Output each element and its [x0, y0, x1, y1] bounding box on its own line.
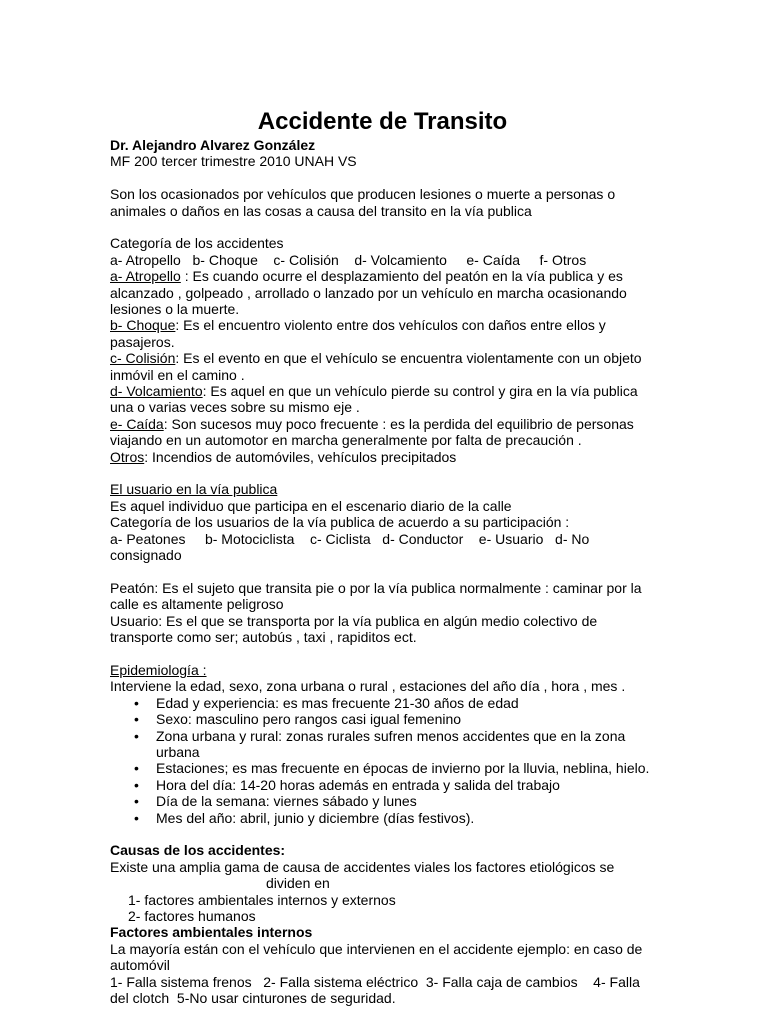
category-choque: [110, 317, 655, 350]
intro-paragraph: Son los ocasionados por vehículos que producen lesiones o muerte a personas o animales o daños en las cosas a causa del transito en la vía publica: [110, 186, 616, 219]
epidemiologia-list: [110, 695, 655, 826]
category-text: : Es cuando ocurre el desplazamiento del peatón en la vía publica y es alcanzado , golpeado , arrollado o lanzado por un vehículo en marcha ocasionando lesiones o la muerte.: [110, 268, 627, 318]
category-term: b- Choque: [110, 317, 176, 334]
category-text: : Es el encuentro violento entre dos vehículos con daños entre ellos y pasajeros.: [110, 317, 606, 350]
spacer: [110, 219, 655, 235]
category-text: : Son sucesos muy poco frecuente : es la perdida del equilibrio de personas viajando en un automotor en marcha generalmente por falta de precaución .: [110, 415, 634, 449]
factores-text: La mayoría están con el vehículo que intervienen en el accidente ejemplo: en caso de automóvil: [110, 940, 643, 974]
list-item: • Estaciones; es mas frecuente en épocas de invierno por la lluvia, neblina, hielo.: [156, 760, 655, 776]
course-info: MF 200 tercer trimestre 2010 UNAH VS: [110, 153, 357, 170]
category-term: d- Volcamiento: [110, 383, 203, 400]
categories-heading: Categoría de los accidentes: [110, 235, 284, 252]
category-term: c- Colisión: [110, 350, 176, 367]
list-item: • Hora del día: 14-20 horas además en entrada y salida del trabajo: [156, 777, 655, 793]
category-term: Otros: [110, 448, 145, 465]
causas-line2: dividen en: [266, 875, 330, 892]
categories-list: a- Atropello b- Choque c- Colisión d- Volcamiento e- Caída f- Otros: [110, 251, 587, 268]
category-text: : Es el evento en que el vehículo se encuentra violentamente con un objeto inmóvil en el camino .: [110, 350, 642, 383]
author-name: Dr. Alejandro Alvarez González: [110, 137, 316, 153]
category-term: e- Caída: [110, 415, 164, 432]
category-text: : Incendios de automóviles, vehículos precipitados: [144, 448, 457, 465]
spacer: [110, 170, 655, 186]
usuario-heading: El usuario en la vía publica: [110, 481, 278, 498]
causas-heading: Causas de los accidentes:: [110, 842, 286, 859]
category-atropello: [110, 268, 655, 317]
peaton-definition: Peatón: Es el sujeto que transita pie o por la vía publica normalmente : caminar por la calle es altamente peligroso: [110, 579, 642, 613]
spacer: [110, 826, 655, 842]
category-volcamiento: [110, 383, 655, 416]
spacer: [110, 564, 655, 580]
causas-line1: Existe una amplia gama de causa de accidentes viales los factores etiológicos se: [110, 858, 615, 875]
epidemiologia-heading: Epidemiología :: [110, 661, 207, 678]
list-item: • Edad y experiencia: es mas frecuente 21-30 años de edad: [156, 695, 655, 711]
document-page: [110, 107, 655, 1006]
spacer: [110, 465, 655, 481]
category-otros: [110, 449, 655, 465]
list-item: • Sexo: masculino pero rangos casi igual femenino: [156, 711, 655, 727]
category-term: a- Atropello: [110, 268, 181, 285]
epidemiologia-intro: Interviene la edad, sexo, zona urbana o rural , estaciones del año día , hora , mes .: [110, 678, 626, 695]
category-caida: [110, 416, 655, 449]
causas-item: 2- factores humanos: [128, 908, 256, 924]
list-item: • Mes del año: abril, junio y diciembre (días festivos).: [156, 810, 655, 826]
factores-list: 1- Falla sistema frenos 2- Falla sistema eléctrico 3- Falla caja de cambios 4- Falla del clotch 5-No usar cinturones de seguridad.: [110, 973, 644, 1007]
list-item: • Día de la semana: viernes sábado y lunes: [156, 793, 655, 809]
causas-item: 1- factores ambientales internos y externos: [128, 891, 396, 908]
usuario-list: a- Peatones b- Motociclista c- Ciclista d- Conductor e- Usuario d- No consignado: [110, 530, 594, 564]
usuario-line2: Categoría de los usuarios de la vía publica de acuerdo a su participación :: [110, 514, 570, 531]
document-title: Accidente de Transito: [257, 108, 508, 135]
usuario-definition: Usuario: Es el que se transporta por la vía publica en algún medio colectivo de transporte como ser; autobús , taxi , rapiditos ect.: [110, 612, 598, 646]
list-item: • Zona urbana y rural: zonas rurales sufren menos accidentes que en la zona urbana: [156, 728, 655, 761]
usuario-line1: Es aquel individuo que participa en el escenario diario de la calle: [110, 497, 512, 514]
spacer: [110, 646, 655, 662]
factores-heading: Factores ambientales internos: [110, 924, 313, 941]
category-text: : Es aquel en que un vehículo pierde su control y gira en la vía publica una o varias veces sobre su mismo eje .: [110, 383, 638, 416]
category-colision: [110, 350, 655, 383]
